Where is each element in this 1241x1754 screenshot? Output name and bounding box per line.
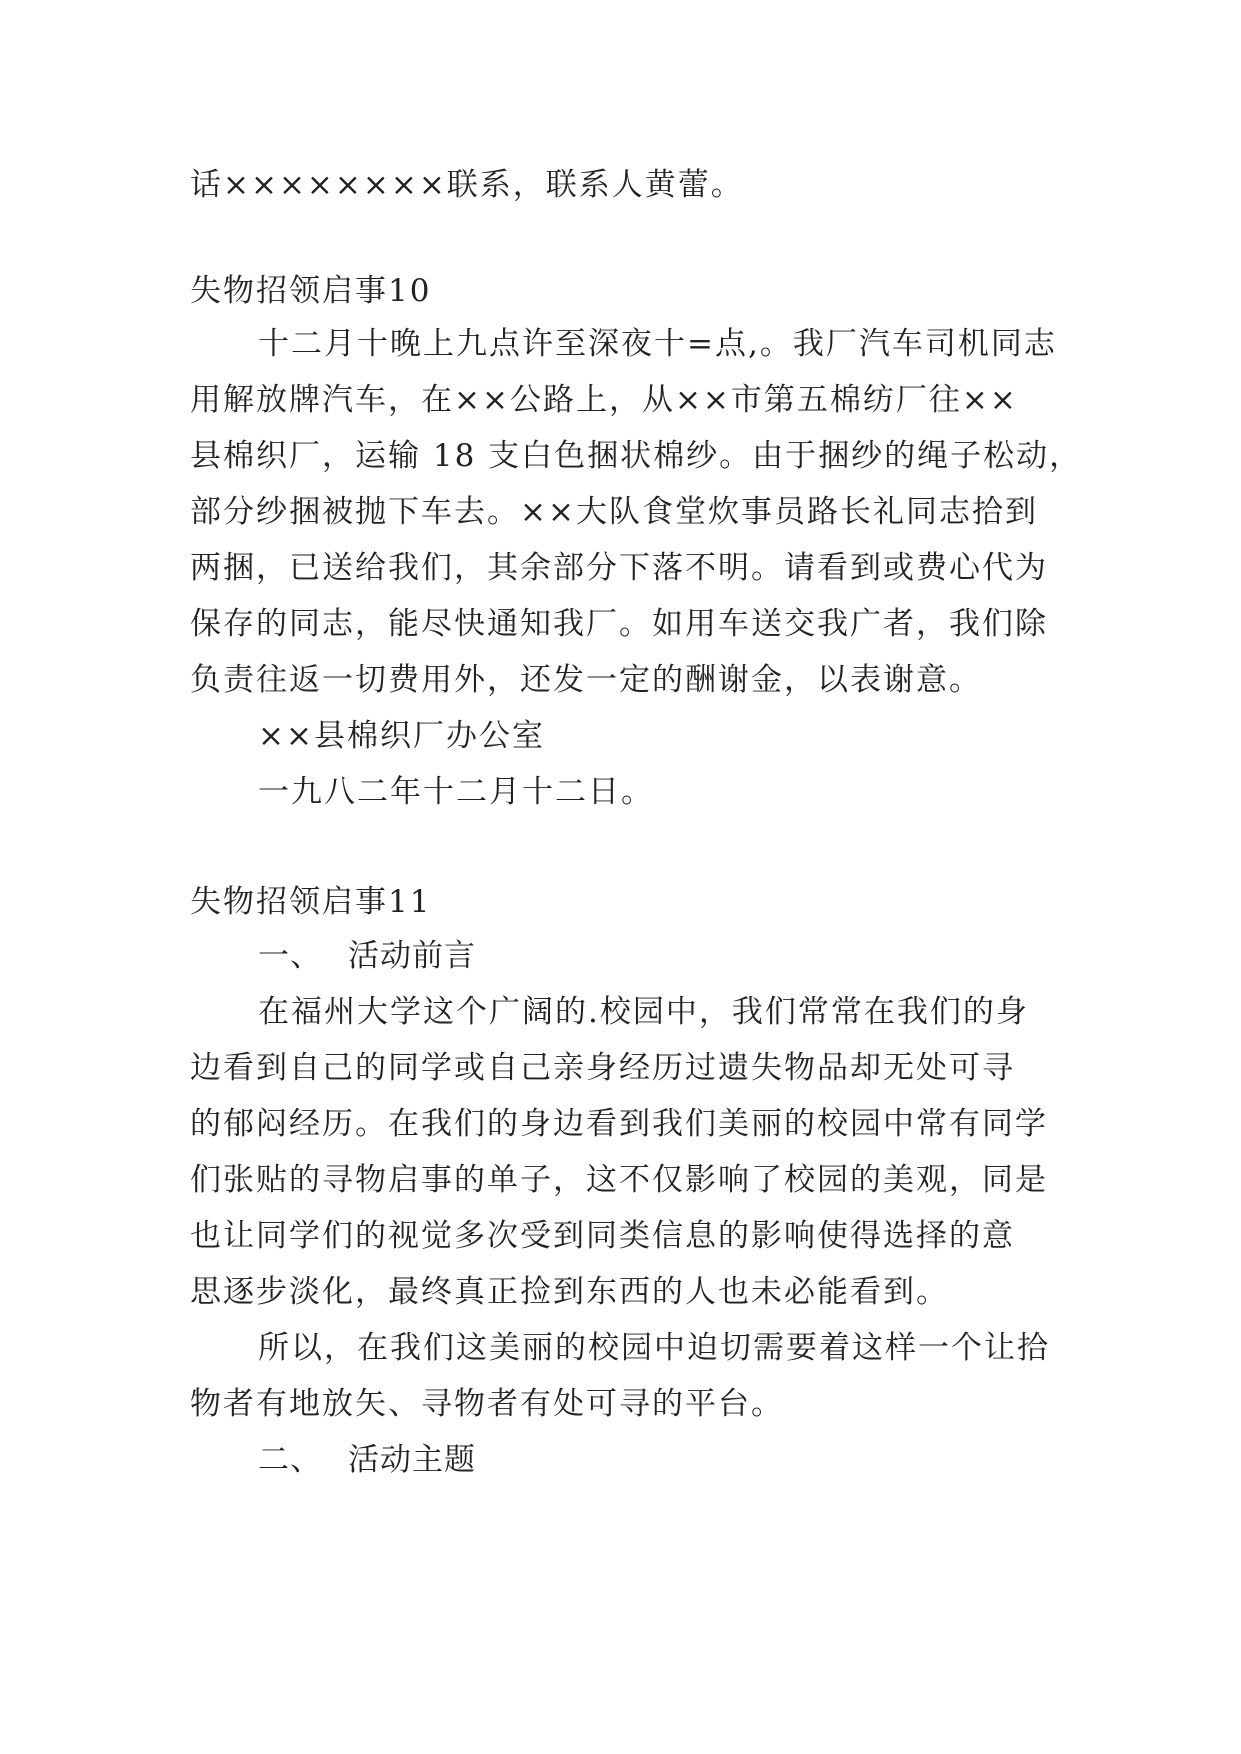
paragraph-1-line: 的郁闷经历。在我们的身边看到我们美丽的校园中常有同学 (190, 1106, 1048, 1142)
notice-10-body-line: 部分纱捆被抛下车去。××大队食堂炊事员路长礼同志拾到 (190, 494, 1038, 530)
paragraph-1-line: 思逐步淡化，最终真正捡到东西的人也未必能看到。 (190, 1274, 949, 1310)
carry-over-line: 话××××××××联系，联系人黄蕾。 (190, 167, 744, 203)
notice-10-body-line: 两捆，已送给我们，其余部分下落不明。请看到或费心代为 (190, 550, 1048, 586)
section-2-number: 二、 (258, 1442, 322, 1478)
notice-10-signature: ××县棉织厂办公室 (258, 718, 545, 754)
notice-11-heading: 失物招领启事11 (190, 884, 432, 920)
notice-10-body-line: 县棉织厂，运输 18 支白色捆状棉纱。由于捆纱的绳子松动， (190, 438, 1083, 474)
paragraph-1-line: 也让同学们的视觉多次受到同类信息的影响使得选择的意 (190, 1218, 1015, 1254)
notice-10-body-line: 保存的同志，能尽快通知我厂。如用车送交我广者，我们除 (190, 606, 1048, 642)
paragraph-1-line: 在福州大学这个广阔的.校园中，我们常常在我们的身 (258, 994, 1029, 1030)
notice-10-body-line: 负责往返一切费用外，还发一定的酬谢金，以表谢意。 (190, 662, 982, 698)
section-1-title: 活动前言 (348, 938, 476, 974)
paragraph-2-line: 所以，在我们这美丽的校园中迫切需要着这样一个让拾 (258, 1330, 1050, 1366)
section-2-title: 活动主题 (348, 1442, 476, 1478)
notice-10-heading: 失物招领启事10 (190, 273, 432, 309)
paragraph-1-line: 们张贴的寻物启事的单子，这不仅影响了校园的美观，同是 (190, 1162, 1048, 1198)
notice-10-body-line: 十二月十晚上九点许至深夜十=点,。我厂汽车司机同志 (258, 326, 1057, 362)
paragraph-2-line: 物者有地放矢、寻物者有处可寻的平台。 (190, 1386, 784, 1422)
section-1-number: 一、 (258, 938, 322, 974)
section-1-heading (258, 937, 476, 975)
notice-10-body-line: 用解放牌汽车，在××公路上，从××市第五棉纺厂往×× (190, 382, 1018, 418)
paragraph-1-line: 边看到自己的同学或自己亲身经历过遗失物品却无处可寻 (190, 1050, 1015, 1086)
notice-10-date: 一九八二年十二月十二日。 (258, 774, 654, 810)
section-2-heading (258, 1441, 476, 1479)
